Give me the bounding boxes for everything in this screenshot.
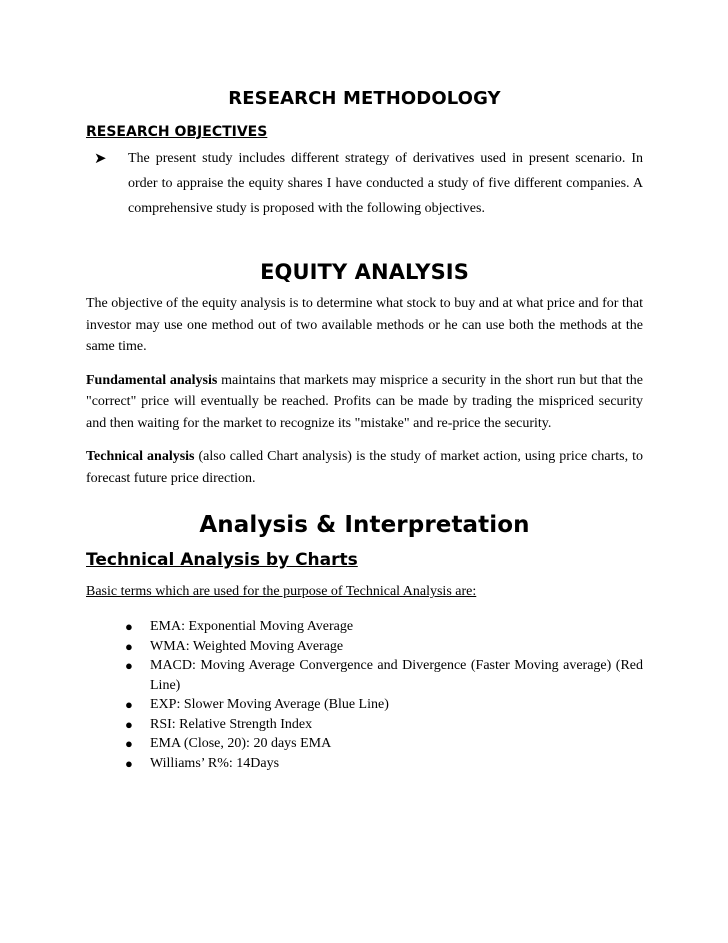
technical-terms-list	[86, 617, 643, 773]
list-item-text: EMA: Exponential Moving Average	[150, 619, 354, 634]
analysis-interpretation-heading: Analysis & Interpretation	[199, 512, 530, 538]
research-objectives-heading: RESEARCH OBJECTIVES	[86, 124, 268, 140]
technical-analysis-term: Technical analysis	[86, 449, 195, 464]
list-item	[125, 695, 643, 715]
equity-analysis-heading: EQUITY ANALYSIS	[260, 260, 469, 284]
bullet-icon: ●	[125, 638, 133, 654]
list-item-text: WMA: Weighted Moving Average	[150, 638, 344, 654]
list-item-text: MACD: Moving Average Convergence and Divergence (Faster Moving average) (Red Line)	[150, 658, 643, 693]
arrow-right-icon: ➤	[94, 149, 107, 167]
technical-analysis-charts-heading: Technical Analysis by Charts	[86, 550, 358, 570]
list-item	[125, 734, 643, 754]
fundamental-analysis-paragraph	[86, 370, 643, 435]
equity-intro-paragraph: The objective of the equity analysis is to determine what stock to buy and at what price and for that investor may use one method out of two available methods or he can use both the methods at the same time.	[86, 296, 643, 354]
basic-terms-intro: Basic terms which are used for the purpose of Technical Analysis are:	[86, 584, 477, 599]
research-methodology-heading: RESEARCH METHODOLOGY	[228, 88, 501, 109]
document-page	[86, 86, 643, 773]
bullet-icon: ●	[125, 716, 133, 732]
technical-analysis-paragraph	[86, 446, 643, 489]
list-item-text: RSI: Relative Strength Index	[150, 716, 313, 732]
bullet-icon: ●	[125, 697, 133, 712]
bullet-icon: ●	[125, 755, 133, 771]
list-item	[125, 637, 643, 657]
fundamental-analysis-text: maintains that markets may misprice a security in the short run but that the "correct" price will eventually be reached. Profits can be made by trading the mispriced security and then waiting for the market to recognize its "mistake" and re-price the security.	[86, 372, 643, 431]
list-item-text: EXP: Slower Moving Average (Blue Line)	[150, 697, 389, 712]
list-item	[125, 617, 643, 637]
list-item-text: Williams’ R%: 14Days	[150, 755, 280, 771]
technical-analysis-text: (also called Chart analysis) is the study of market action, using price charts, to forecast future price direction.	[86, 449, 643, 486]
objectives-text: The present study includes different strategy of derivatives used in present scenario. In order to appraise the equity shares I have conducted a study of five different companies. A comprehensive study is proposed with the following objectives.	[128, 151, 643, 216]
bullet-icon: ●	[125, 736, 133, 751]
objectives-paragraph	[94, 146, 643, 221]
list-item	[125, 754, 643, 774]
bullet-icon: ●	[125, 619, 133, 634]
fundamental-analysis-term: Fundamental analysis	[86, 372, 218, 388]
list-item	[125, 656, 643, 695]
list-item-text: EMA (Close, 20): 20 days EMA	[150, 736, 332, 751]
list-item	[125, 715, 643, 735]
bullet-icon: ●	[125, 658, 133, 673]
